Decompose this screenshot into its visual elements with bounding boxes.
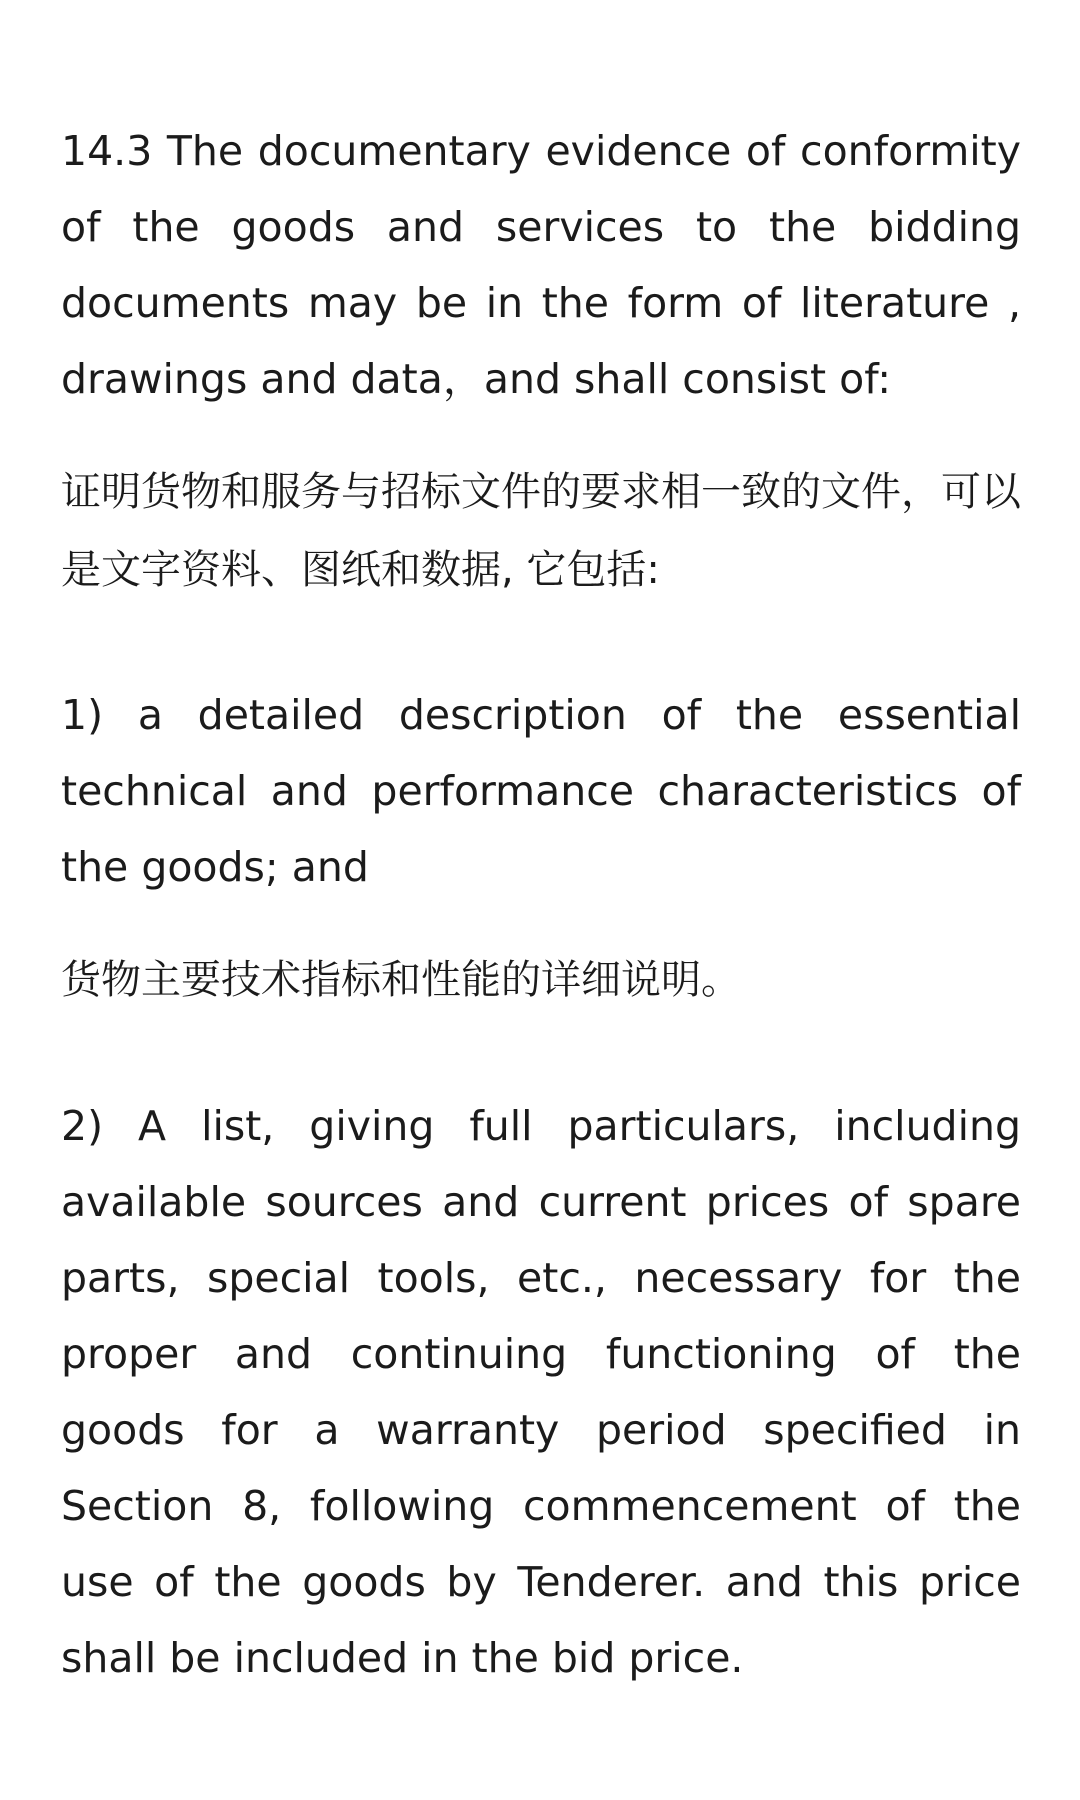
item-2-english: 2) A list, giving full particulars, including available sources and current prices of spare parts, special tools, etc., necessary for the proper and continuing functioning of the goods for a warranty period specified in Section 8, following commencement of the use of the goods by Tenderer. and this price shall be included in the bid price. [61, 1102, 1021, 1682]
item-1-english: 1) a detailed description of the essential technical and performance characteristics of the goods; and [61, 691, 1021, 891]
clause-14-3-chinese: 证明货物和服务与招标文件的要求相一致的文件，可以是文字资料、图纸和数据, 它包括: [61, 469, 1021, 593]
clause-14-3-english: 14.3 The documentary evidence of conformity of the goods and services to the bidding documents may be in the form of literature , drawings and data，and shall consist of: [61, 127, 1021, 403]
item-1-chinese: 货物主要技术指标和性能的详细说明。 [61, 957, 741, 1003]
